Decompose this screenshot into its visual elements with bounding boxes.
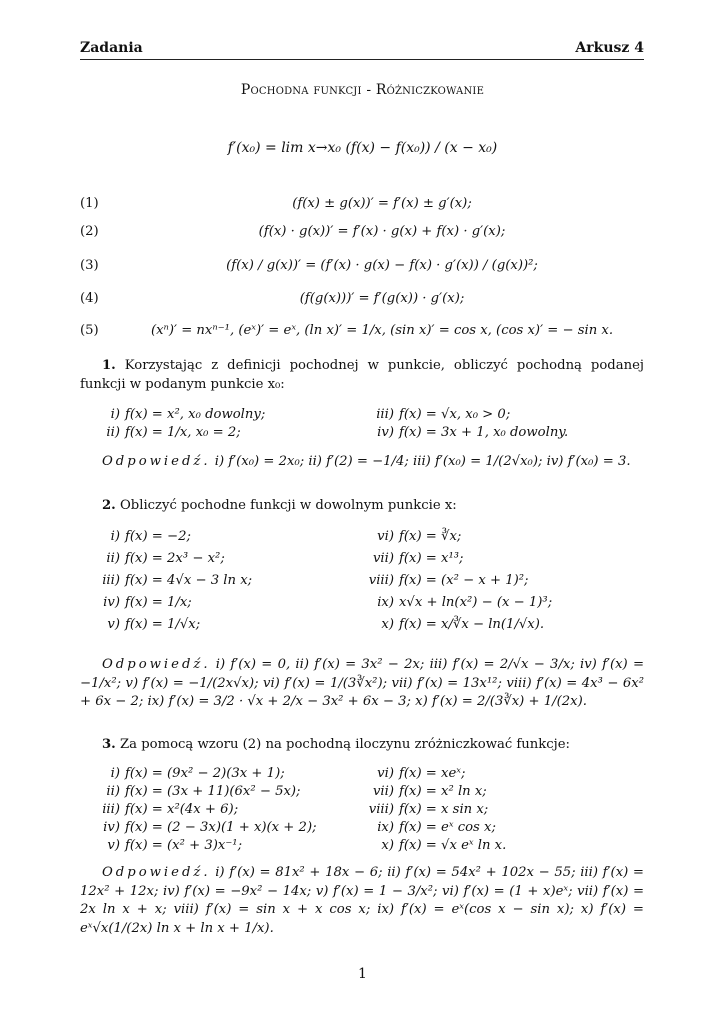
item-label: ii)	[106, 425, 120, 440]
list-item	[80, 837, 317, 855]
list-item	[350, 819, 506, 837]
answer-text: i) f′(x) = 0, ii) f′(x) = 3x² − 2x; iii) f′(x) = 2/√x − 3/x; iv) f′(x) = −1/x²; v) f′(x) = −1/(2x√x); vi) f′(x) = 1/(3∛x²); vii) f′(x) = 13x¹²; viii) f′(x) = 4x³ − 6x² + 6x − 2; ix) f′(x) = 3/2 · √x + 2/x − 3x² + 6x − 3; x) f′(x) = 2/(3∛x) + 1/(2x).	[80, 657, 644, 709]
item-text: f(x) = 3x + 1, x₀ dowolny.	[399, 425, 569, 440]
task-number: 3.	[102, 737, 116, 752]
item-label: vii)	[372, 551, 394, 566]
item-label: x)	[381, 617, 394, 632]
item-label: vi)	[377, 529, 394, 544]
item-text: f(x) = √x eˣ ln x.	[399, 838, 507, 853]
list-item	[350, 801, 506, 819]
item-label: iii)	[376, 407, 394, 422]
list-item	[350, 570, 552, 592]
formula-text: (f(x) · g(x))′ = f′(x) · g(x) + f(x) · g′(x);	[258, 224, 506, 239]
formula-row	[80, 196, 644, 220]
answer-text: i) f′(x) = 81x² + 18x − 6; ii) f′(x) = 54x² + 102x − 55; iii) f′(x) = 12x² + 12x; iv) f′(x) = −9x² − 14x; v) f′(x) = 1 − 3/x²; vi) f′(x) = (1 + x)eˣ; vii) f′(x) = 2x ln x + x; viii) f′(x) = sin x + x cos x; ix) f′(x) = eˣ(cos x − sin x); x) f′(x) = eˣ√x(1/(2x) ln x + ln x + 1/x).	[80, 865, 644, 936]
answer-text: i) f′(x₀) = 2x₀; ii) f′(2) = −1/4; iii) f′(x₀) = 1/(2√x₀); iv) f′(x₀) = 3.	[214, 454, 631, 469]
item-label: v)	[107, 617, 120, 632]
item-label: iii)	[102, 802, 120, 817]
formula-row	[80, 291, 644, 315]
answer-label: Odpowiedź.	[102, 865, 211, 880]
list-item	[350, 614, 552, 636]
item-label: viii)	[368, 802, 394, 817]
item-label: ix)	[377, 820, 394, 835]
task-text: Korzystając z definicji pochodnej w punkcie, obliczyć pochodną podanej funkcji w podanym punkcie x₀:	[80, 358, 644, 392]
list-item	[350, 526, 552, 548]
list-item	[80, 424, 265, 442]
item-text: f(x) = eˣ cos x;	[399, 820, 496, 835]
item-text: f(x) = x² ln x;	[399, 784, 487, 799]
formula-number: (3)	[80, 258, 99, 273]
list-item	[350, 783, 506, 801]
task-3-items	[80, 765, 644, 855]
task-text: Za pomocą wzoru (2) na pochodną iloczynu zróżniczkować funkcje:	[119, 737, 571, 752]
header-left: Zadania	[80, 40, 143, 56]
answer-label: Odpowiedź.	[102, 657, 211, 672]
task-1-items	[80, 406, 644, 446]
task-3	[80, 735, 644, 754]
item-label: vi)	[377, 766, 394, 781]
item-text: f(x) = 1/x;	[125, 595, 192, 610]
item-text: f(x) = x², x₀ dowolny;	[125, 407, 266, 422]
formula-number: (2)	[80, 224, 99, 239]
list-item	[80, 819, 317, 837]
item-text: f(x) = 2x³ − x²;	[125, 551, 225, 566]
item-text: f(x) = 4√x − 3 ln x;	[125, 573, 253, 588]
item-text: f(x) = x²(4x + 6);	[125, 802, 239, 817]
formula-row	[80, 258, 644, 282]
item-text: f(x) = √x, x₀ > 0;	[399, 407, 511, 422]
item-label: i)	[110, 766, 120, 781]
formula-text: (f(x) ± g(x))′ = f′(x) ± g′(x);	[292, 196, 472, 211]
list-item	[80, 570, 252, 592]
item-text: f(x) = (9x² − 2)(3x + 1);	[125, 766, 285, 781]
item-text: f(x) = 1/√x;	[125, 617, 201, 632]
item-label: ii)	[106, 784, 120, 799]
list-item	[80, 548, 252, 570]
item-label: iv)	[103, 595, 120, 610]
list-item	[80, 592, 252, 614]
task-1-answer	[80, 453, 644, 472]
page-number: 1	[358, 966, 367, 982]
item-text: f(x) = x/∛x − ln(1/√x).	[399, 617, 545, 632]
item-text: x√x + ln(x²) − (x − 1)³;	[399, 595, 553, 610]
item-text: f(x) = x¹³;	[399, 551, 464, 566]
list-item	[80, 783, 317, 801]
item-text: f(x) = (x² − x + 1)²;	[399, 573, 529, 588]
task-1	[80, 356, 644, 394]
item-label: iv)	[377, 425, 394, 440]
list-item	[80, 765, 317, 783]
task-2-items	[80, 526, 644, 644]
list-item	[350, 765, 506, 783]
list-item	[80, 801, 317, 819]
list-item	[80, 406, 265, 424]
task-3-answer	[80, 864, 644, 938]
item-text: f(x) = xeˣ;	[399, 766, 466, 781]
item-label: ix)	[377, 595, 394, 610]
list-item	[80, 526, 252, 548]
answer-label: Odpowiedź.	[102, 454, 211, 469]
formula-row	[80, 224, 644, 248]
item-text: f(x) = −2;	[125, 529, 191, 544]
item-text: f(x) = 1/x, x₀ = 2;	[125, 425, 241, 440]
item-text: f(x) = (x² + 3)x⁻¹;	[125, 838, 243, 853]
item-text: f(x) = (2 − 3x)(1 + x)(x + 2);	[125, 820, 317, 835]
task-2-answer	[80, 656, 644, 712]
list-item	[80, 614, 252, 636]
item-label: vii)	[372, 784, 394, 799]
item-text: f(x) = ∛x;	[399, 529, 462, 544]
header-right: Arkusz 4	[575, 40, 644, 56]
item-label: iv)	[103, 820, 120, 835]
formula-text: (f(g(x)))′ = f′(g(x)) · g′(x);	[299, 291, 465, 306]
derivative-definition: f′(x₀) = lim x→x₀ (f(x) − f(x₀)) / (x − x₀)	[227, 140, 498, 156]
formula-number: (1)	[80, 196, 99, 211]
item-label: ii)	[106, 551, 120, 566]
page-title: Pochodna funkcji - Różniczkowanie	[240, 82, 485, 98]
list-item	[350, 548, 552, 570]
page-header	[80, 40, 644, 60]
task-text: Obliczyć pochodne funkcji w dowolnym punkcie x:	[119, 498, 457, 513]
formula-row	[80, 323, 644, 347]
task-number: 1.	[102, 358, 116, 373]
list-item	[350, 837, 506, 855]
item-label: i)	[110, 407, 120, 422]
item-label: x)	[381, 838, 394, 853]
item-label: i)	[110, 529, 120, 544]
list-item	[360, 424, 568, 442]
formula-text: (xⁿ)′ = nxⁿ⁻¹, (eˣ)′ = eˣ, (ln x)′ = 1/x, (sin x)′ = cos x, (cos x)′ = − sin x.	[150, 323, 614, 338]
formula-number: (5)	[80, 323, 99, 338]
list-item	[350, 592, 552, 614]
item-label: iii)	[102, 573, 120, 588]
formula-text: (f(x) / g(x))′ = (f′(x) · g(x) − f(x) · g′(x)) / (g(x))²;	[226, 258, 538, 273]
task-number: 2.	[102, 498, 116, 513]
formula-number: (4)	[80, 291, 99, 306]
item-label: v)	[107, 838, 120, 853]
task-2	[80, 496, 644, 515]
list-item	[360, 406, 568, 424]
item-label: viii)	[368, 573, 394, 588]
item-text: f(x) = x sin x;	[399, 802, 489, 817]
item-text: f(x) = (3x + 11)(6x² − 5x);	[125, 784, 301, 799]
